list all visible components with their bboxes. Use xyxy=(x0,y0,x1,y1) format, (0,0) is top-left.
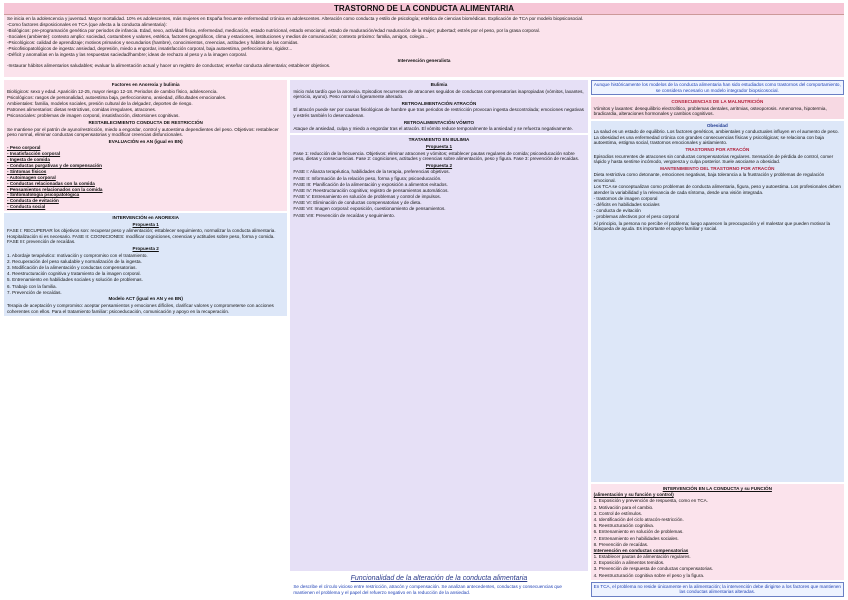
factor-item: Patrones alimentarios: dietas restrictivas, comidas irregulares, atracones. xyxy=(7,107,157,113)
phase-item: FASE VI: Eliminación de conductas compensatorias y de dieta. xyxy=(293,200,422,206)
bulimia-text: Inicio más tardío que la anorexia. Episodios recurrentes de atracones seguidos de conductas compensatorias inapropiadas (vómitos, laxantes, ejercicio, ayuno). Peso normal o ligeramente alterado. xyxy=(293,88,584,100)
left-column xyxy=(4,80,287,597)
maintenance-text: Dieta restrictiva como detonante, emociones negativas, baja tolerancia a la frustración y problemas de regulación emocional. xyxy=(593,172,825,183)
evaluation-item: - Conducta de evitación xyxy=(7,198,284,204)
tca-item: - déficits en habilidades sociales xyxy=(593,202,660,208)
proposal-2-item: 7. Prevención de recaídas. xyxy=(7,289,62,295)
conduct-intervention-subheading: (alimentación y su función y control) xyxy=(593,492,674,498)
compensatory-item: 1. Establecer pautas de alimentación regulares. xyxy=(593,554,691,560)
tca-item: - problemas afectivos por el peso corporal xyxy=(593,214,680,220)
conduct-intervention-item: 8. Prevención de recaídas. xyxy=(593,541,649,547)
factor-item: Biológicos: sexo y edad. Aparición 12-25, mayor riesgo 12-18. Periodos de cambio físico, adolescencia. xyxy=(7,88,218,94)
conduct-intervention-item: 6. Entrenamiento en solución de problemas. xyxy=(593,529,684,535)
proposal-2-item: 2. Recuperación del peso saludable y normalización de la ingesta. xyxy=(7,258,142,264)
vomit-feedback-text: Ataque de ansiedad, culpa y miedo a engordar tras el atracón. El vómito reduce temporalmente la ansiedad y se refuerza negativamente. xyxy=(293,126,573,132)
proposal-2-item: 4. Reestructuración cognitiva y tratamiento de la imagen corporal. xyxy=(7,271,141,277)
treatment-proposal-2: Propuesta 2 xyxy=(425,162,453,168)
malnutrition-heading: CONSECUENCIAS DE LA MALNUTRICIÓN xyxy=(671,99,764,105)
intro-paragraph: -Sociales (ambiente): contexto amplio: sociedad, costumbres y valores, estética, factores geográficos, clima y estaciones, instituciones y medios de comunicación; contexto próximo: familia, amigos, colegio... xyxy=(7,33,429,39)
proposal-1-text: FASE I: RECUPERAR los objetivos son: recuperar peso y alimentación; establecer seguimiento, normalizar la conducta alimentaria. Hospitalización si es necesario. FASE II: COGNICIONES: modificar cogniciones, creencias y actitudes sobre peso, forma y comida. FASE III: prevención de recaídas. xyxy=(7,228,276,245)
conduct-intervention-item: 3. Control de estímulos. xyxy=(593,510,643,516)
proposal-2-item: 6. Trabajo con la familia. xyxy=(7,283,57,289)
proposal-2-item: 3. Modificación de la alimentación y conductas compensatorias. xyxy=(7,265,137,271)
anorexia-intervention-box xyxy=(4,213,287,316)
factors-box xyxy=(4,80,287,211)
compensatory-heading: Intervención en conductas compensatorias xyxy=(593,547,689,553)
proposal-2-item: 1. Abordaje terapéutico: motivación y compromiso con el tratamiento. xyxy=(7,252,148,258)
intro-paragraph: -Biológicos: pre-programación genética por periodos de infancia. Edad, sexo, actividad física, enfermedad, medicación, estado nutricional, estado emocional, estado de maduración/edad maduración de la mujer; pubertad; estrés por el peso, por la grasa corporal. xyxy=(7,27,540,33)
intro-paragraph: -Déficit y anomalías en la ingesta y las respuestas saciedad/hambre; ideas de rechazo al peso y a la imagen corporal. xyxy=(7,51,248,57)
treatment-proposal-1-text: Fase 1: reducción de la frecuencia. Objetivos: eliminar atracones y vómitos; establecer pautas regulares de comida; psicoeducación sobre peso, dietas y consecuencias. Fase 2: cogniciones, actitudes y creencias sobre alimentación, peso y figura. Fase 3: prevención de recaídas. xyxy=(293,150,580,162)
functionality-text: Se describe el círculo vicioso entre restricción, atracón y compensación. Se analizan antecedentes, conductas y consecuencias que mantienen el problema y el papel del refuerzo negativo en la reducción de la ansiedad. xyxy=(293,584,562,595)
tca-item: - conducta de evitación xyxy=(593,208,641,214)
conduct-intervention-item: 7. Entrenamiento en habilidades sociales. xyxy=(593,535,679,541)
evaluation-item: - Autoimagen corporal xyxy=(7,175,284,181)
evaluation-heading: EVALUACIÓN en AN (igual en BN) xyxy=(108,138,183,144)
evaluation-item: - Ingesta de comida xyxy=(7,157,284,163)
malnutrition-box xyxy=(591,97,844,118)
obesity-heading: Obesidad xyxy=(706,122,728,128)
compensatory-item: 3. Prevención de respuesta de conductas compensatorias. xyxy=(593,566,714,572)
conduct-intervention-item: 5. Reestructuración cognitiva. xyxy=(593,523,655,529)
malnutrition-text: Vómitos y laxantes: desequilibrio electrolítico, problemas dentales, arritmias, osteoporosis. Amenorrea, hipotermia, bradicardia, alteraciones hormonales y cambios cognitivos. xyxy=(593,105,827,117)
compensatory-item: 4. Reestructuración cognitiva sobre el peso y la figura. xyxy=(593,572,705,578)
binge-disorder-text: Episodios recurrentes de atracones sin conductas compensatorias regulares. Sensación de pérdida de control, comer rápido y hasta sentirse incómodo, vergüenza y culpa posterior. Suele asociarse a obesidad. xyxy=(593,153,834,165)
conduct-intervention-box xyxy=(591,484,844,580)
model-notice: Aunque históricamente los modelos de la conducta alimentaria han sido estudiados como trastornos del comportamiento, se considera necesario un modelo integrador biopsicosocial. xyxy=(591,80,844,95)
conduct-intervention-item: 2. Motivación para el cambio. xyxy=(593,504,654,510)
bulimia-box xyxy=(290,80,587,133)
evaluation-item: - Sintomatología psicopatológica xyxy=(7,192,284,198)
right-column xyxy=(591,80,844,597)
phase-item: FASE II: Información de la relación peso, forma y figura; psicoeducación. xyxy=(293,175,442,181)
intro-paragraph: Se inicia en la adolescencia y juventud. Mayor mortalidad. 10% es adolescentes, más mujeres en España frecuente enfermedad crónica en adolescentes. Alteración como conducta y estilo de psicología; estética de ciencias biomédicas. Explicación de TCA por modelo biopsicosocial. xyxy=(7,16,584,21)
conduct-intervention-item: 4. Identificación del ciclo atracón-restricción. xyxy=(593,516,684,522)
vomit-feedback-heading: RETROALIMENTACIÓN VÓMITO xyxy=(403,119,475,125)
factors-heading: Factores en Anorexia y bulimia xyxy=(111,82,180,87)
proposal-1-heading: Propuesta 1 xyxy=(132,221,159,227)
obesity-box xyxy=(591,121,844,482)
evaluation-list xyxy=(7,145,284,210)
phase-item: FASE III: Planificación de la alimentación y exposición a alimentos evitados. xyxy=(293,181,448,187)
treatment-heading: TRATAMIENTO EN BULIMIA xyxy=(408,137,470,143)
phase-item: FASE IV: Reestructuración cognitiva; registro de pensamientos automáticos. xyxy=(293,187,449,193)
intro-paragraph: -Como factores disposicionales en TCA (que afecta a la conducta alimentaria): xyxy=(7,21,167,27)
intro-paragraph: -Psicológicos: calidad de aprendizaje; motivos primarios y secundarios (hambre), conocimientos, creencias, actitudes y hábitos de las comidas. xyxy=(7,39,299,45)
factor-item: Psicosociales: problemas de imagen corporal, insatisfacción, distorsiones cognitivas. xyxy=(7,113,180,119)
phase-item: FASE VII: Imagen corporal: exposición, cuestionamiento de pensamientos. xyxy=(293,206,446,212)
phase-item: FASE I: Alianza terapéutica, habilidades de la terapia, preferencias objetivos. xyxy=(293,169,450,175)
bulimia-heading: Bulimia xyxy=(430,82,448,87)
evaluation-item: - Conducta social xyxy=(7,204,284,210)
middle-column xyxy=(290,80,587,597)
maintenance-heading: MANTENIMIENTO DEL TRASTORNO POR ATRACÓN xyxy=(660,165,775,171)
intro-tail: -Instaurar hábitos alimentarios saludables; evaluar la alimentación actual y hacer un registro de conductas; enseñar conducta alimentaria; establecer objetivos. xyxy=(7,63,331,69)
evaluation-item: - Insatisfacción corporal xyxy=(7,151,284,157)
treatment-proposal-1: Propuesta 1 xyxy=(425,143,453,149)
factor-item: Ambientales: familia, modelos sociales, presión cultural de la delgadez, deportes de riesgo. xyxy=(7,100,193,106)
binge-disorder-heading: TRASTORNO POR ATRACÓN xyxy=(685,146,750,152)
tca-item: - trastornos de imagen corporal xyxy=(593,195,658,201)
intro-section xyxy=(4,15,844,77)
evaluation-item: - Síntomas físicos xyxy=(7,169,284,175)
conduct-intervention-item: 1. Exposición y prevención de respuesta, como en TCA. xyxy=(593,498,708,504)
restriction-text: Se mantiene por el patrón de ayuno/restricción, miedo a engordar, control y autoestima dependientes del peso. Objetivos: restablecer peso normal, eliminar conductas compensatorias y modificar creencias disfuncionales. xyxy=(7,126,279,138)
act-text: Terapia de aceptación y compromiso: aceptar pensamientos y emociones difíciles, clarificar valores y comprometerse con acciones coherentes con ellos. Para el tratamiento familiar: psicoeducación, comunicación y apoyo en la recuperación. xyxy=(7,302,274,314)
binge-feedback-heading: RETROALIMENTACIÓN ATRACÓN xyxy=(401,100,477,106)
evaluation-item: - Pensamientos relacionados con la comida xyxy=(7,187,284,193)
binge-feedback-text: El atracón puede ser por causas fisiológicas de hambre que tras periodos de restricción provocan ingesta descontrolada; emociones negativas y estrés también lo desencadenan. xyxy=(293,107,584,118)
intervention-heading: INTERVENCIÓN en ANOREXIA xyxy=(112,215,179,221)
conduct-intervention-heading: INTERVENCIÓN EN LA CONDUCTA y su FUNCIÓN xyxy=(662,485,772,491)
compensatory-item: 2. Exposición a alimentos temidos. xyxy=(593,560,665,566)
intro-paragraph: -Psicofisiopatológicos de ingesta: ansiedad, depresión, miedo a engordar, insatisfacción corporal, baja autoestima, perfeccionismo, rigidez... xyxy=(7,45,293,51)
proposal-2-item: 5. Entrenamiento en habilidades sociales y solución de problemas. xyxy=(7,277,143,283)
phase-item: FASE VIII: Prevención de recaídas y seguimiento. xyxy=(293,212,395,218)
content-columns xyxy=(4,80,844,597)
functionality-box xyxy=(290,573,587,597)
act-heading: Modelo ACT (igual en AN y en BN) xyxy=(108,296,183,302)
final-text: Al principio, la persona no percibe el problema; luego aparecen la preocupación y el malestar que pueden motivar la búsqueda de ayuda. Es importante el apoyo familiar y social. xyxy=(593,220,831,232)
evaluation-item: - Peso corporal xyxy=(7,145,284,151)
bottom-note: En TCA, el problema no reside únicamente en la alimentación; la intervención debe dirigirse a los factores que mantienen las conductas alimentarias alteradas. xyxy=(591,582,844,597)
obesity-text: La salud es un estado de equilibrio. Los factores genéticos, ambientales y conductuales influyen en el aumento de peso. La obesidad es una enfermedad crónica con grandes consecuencias físicas y psicológicas; se relaciona con baja autoestima, estigma social, trastornos emocionales y aislamiento. xyxy=(593,129,839,146)
phase-item: FASE V: Entrenamiento en solución de problemas y control de impulsos. xyxy=(293,194,442,200)
factor-item: Psicológicos: rasgos de personalidad, autoestima baja, perfeccionismo, ansiedad, dificultades emocionales. xyxy=(7,94,227,100)
tca-text: Los TCA se conceptualizan como problemas de conducta alimentaria, figura, peso y autoestima. Los profesionales deben atender la variabilidad y la relevancia de cada síntoma, desde una visión integrada. xyxy=(593,184,841,195)
functionality-title: Funcionalidad de la alteración de la conducta alimentaria xyxy=(350,574,528,582)
bulimia-treatment-box xyxy=(290,135,587,570)
proposal-2-heading: Propuesta 2 xyxy=(132,246,159,252)
evaluation-item: - Conductas relacionadas con la comida xyxy=(7,181,284,187)
intro-subheading: Intervención generalista xyxy=(397,57,451,63)
restriction-heading: RESTABLECIMIENTO CONDUCTA DE RESTRICCIÓN xyxy=(88,119,203,125)
page-title: TRASTORNO DE LA CONDUCTA ALIMENTARIA xyxy=(4,3,844,15)
evaluation-item: - Conductas purgativas y de compensación xyxy=(7,163,284,169)
